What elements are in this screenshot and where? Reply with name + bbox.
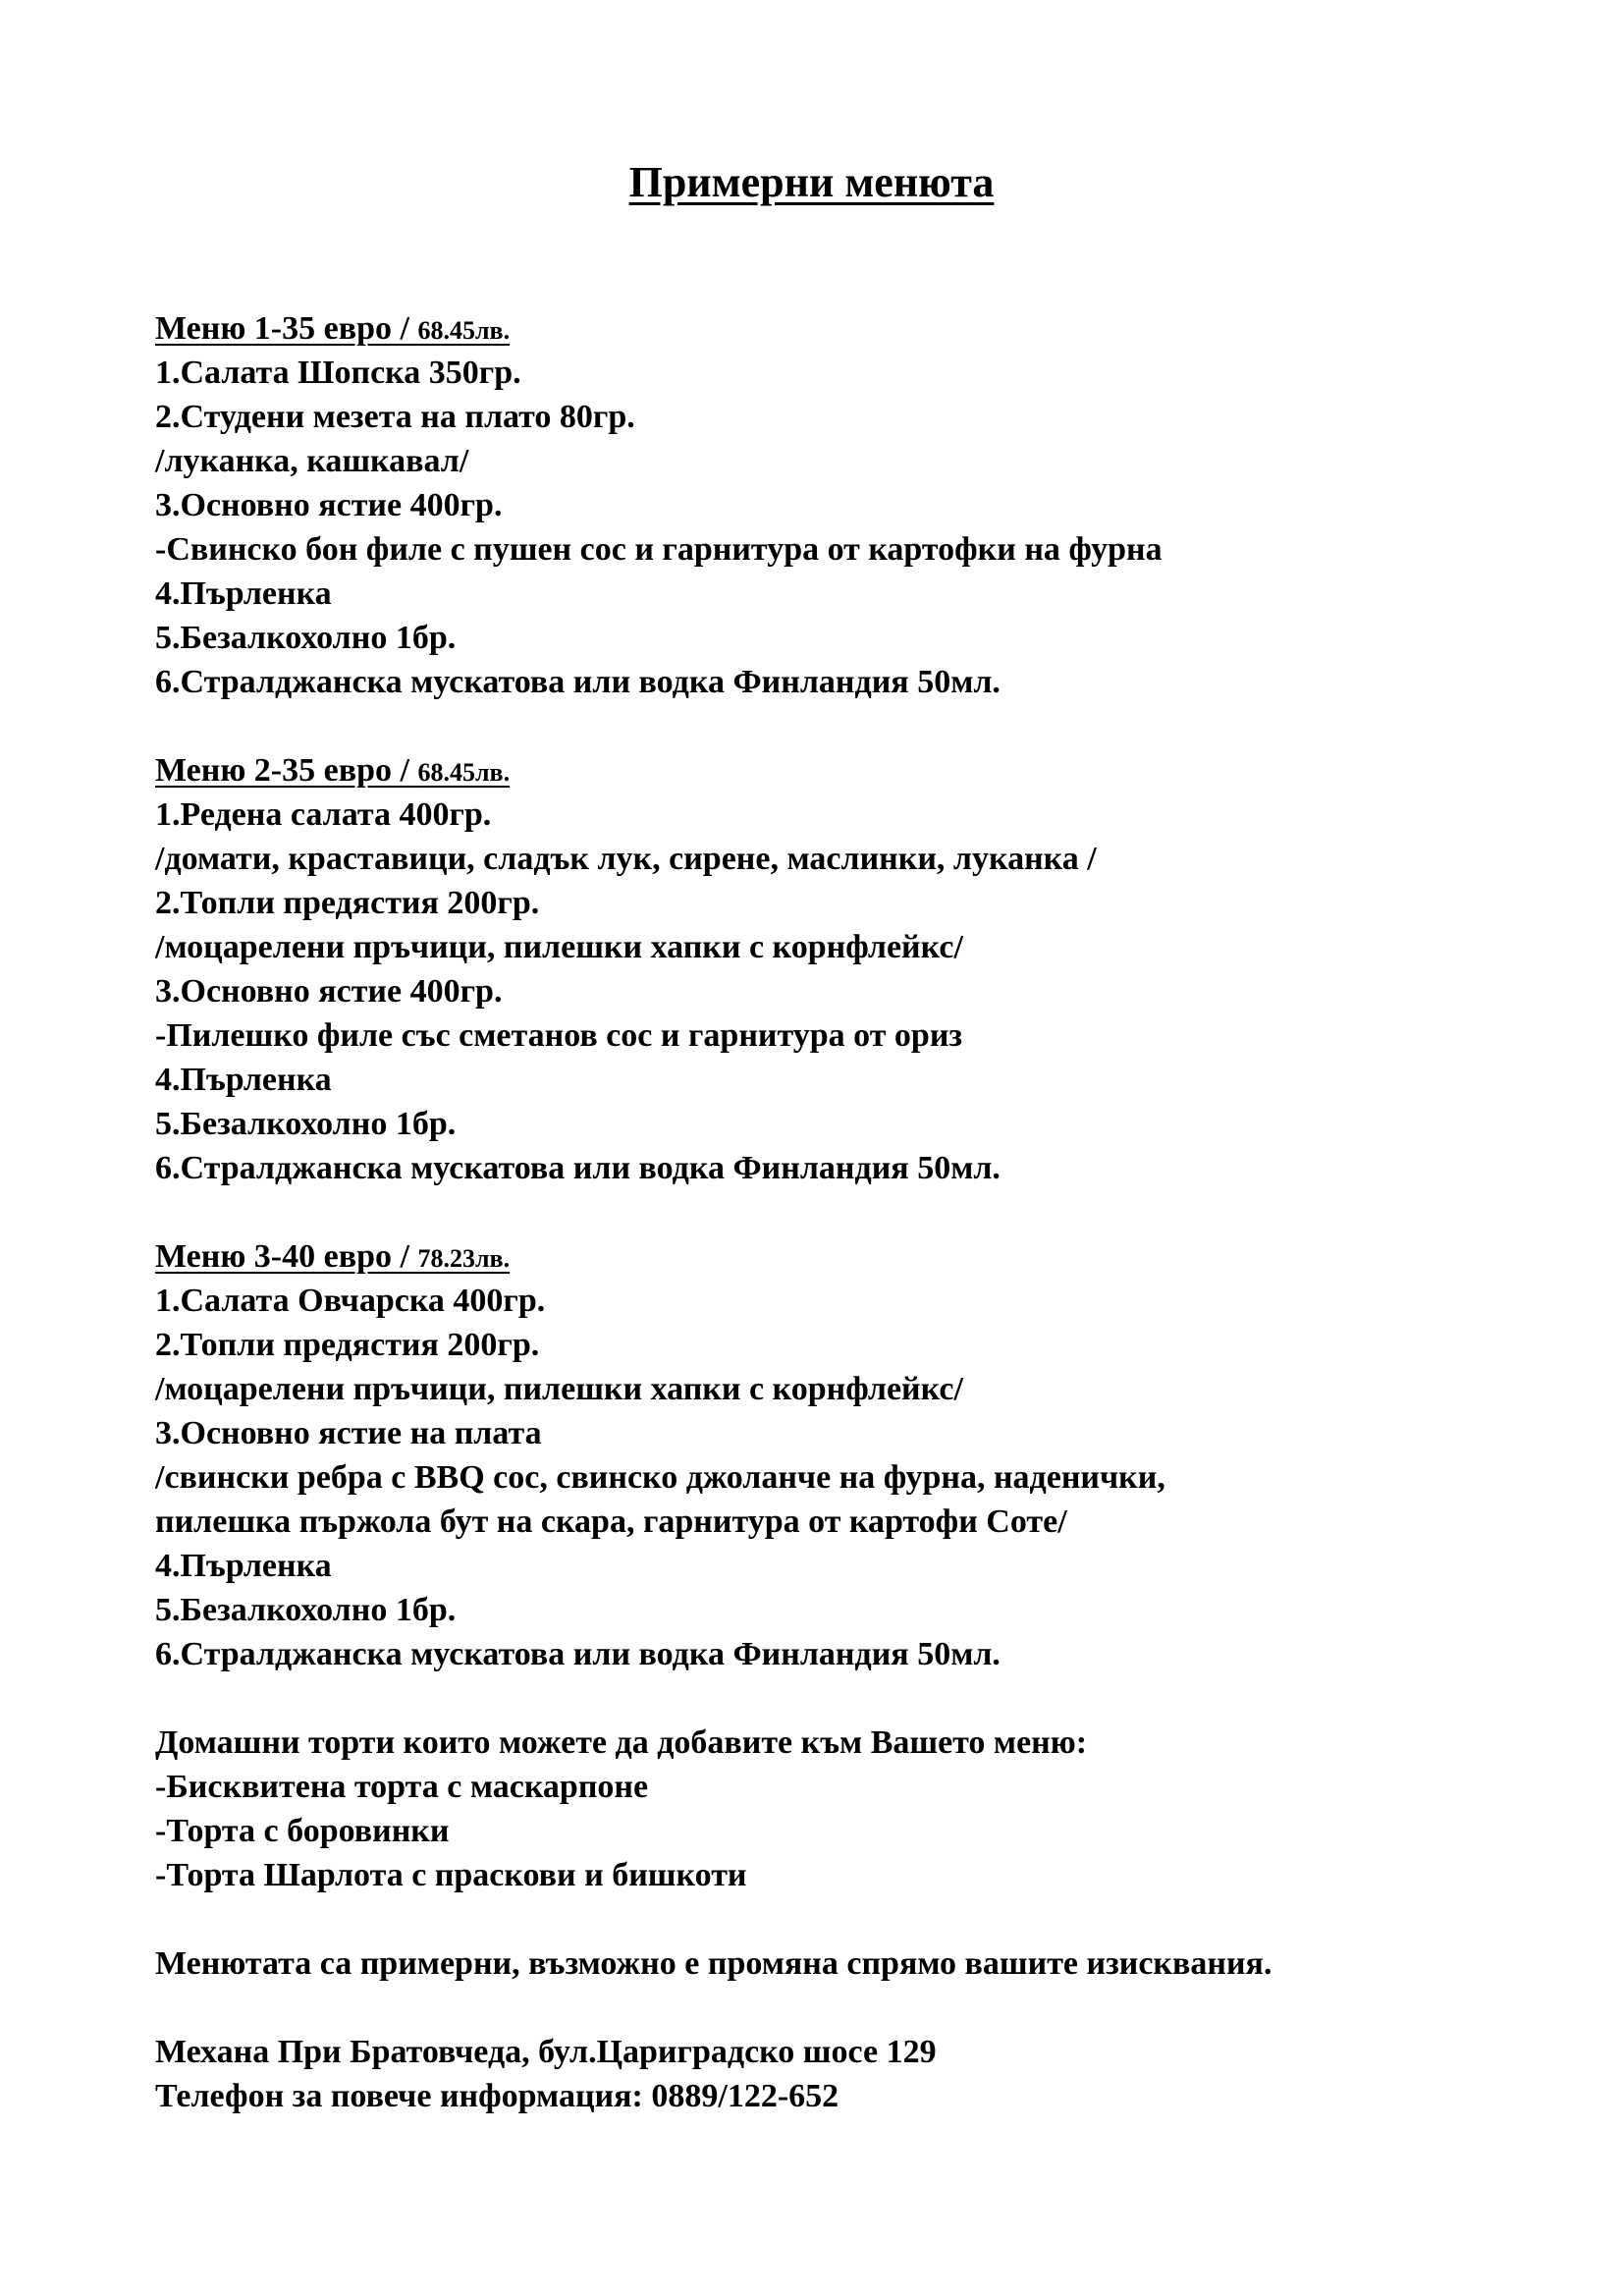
page-title: Примерни менюта — [628, 158, 995, 206]
cakes-block — [155, 1721, 1549, 1897]
menu-item: /луканка, кашкавал/ — [155, 443, 469, 479]
menu-item: 5.Безалкохолно 1бр. — [155, 1592, 457, 1628]
menu-item: /домати, краставици, сладък лук, сирене, маслинки, луканка / — [155, 841, 1097, 877]
menu-item: 1.Салата Овчарска 400гр. — [155, 1283, 546, 1319]
menu-block-2 — [155, 748, 1549, 1190]
menu-header-title: Меню 1-35 евро / — [155, 310, 418, 347]
menu-item: 2.Студени мезета на плато 80гр. — [155, 399, 635, 435]
menu-block-3 — [155, 1234, 1549, 1676]
cakes-heading: Домашни торти които можете да добавите към Вашето меню: — [155, 1724, 1088, 1761]
menu-item: -Пилешко филе със сметанов сос и гарнитура от ориз — [155, 1017, 963, 1054]
menu-item: 6.Стралджанска мускатова или водка Финландия 50мл. — [155, 1636, 1001, 1672]
menu-header — [155, 748, 1549, 793]
menu-item: 3.Основно ястие 400гр. — [155, 487, 503, 523]
menu-item: 2.Топли предястия 200гр. — [155, 885, 540, 921]
menu-item: /моцарелени пръчици, пилешки хапки с корнфлейкс/ — [155, 929, 963, 965]
menu-header-title: Меню 3-40 евро / — [155, 1238, 418, 1275]
menu-item: 6.Стралджанска мускатова или водка Финландия 50мл. — [155, 664, 1001, 700]
menu-header — [155, 306, 1549, 351]
menu-note: Менютата са примерни, възможно е промяна спрямо вашите изисквания. — [155, 1945, 1272, 1982]
menu-header — [155, 1234, 1549, 1279]
cake-item: -Торта Шарлота с праскови и бишкоти — [155, 1857, 747, 1893]
document-content — [155, 306, 1549, 2118]
menu-item: 2.Топли предястия 200гр. — [155, 1327, 540, 1363]
note-block — [155, 1941, 1549, 1986]
menu-item: 1.Салата Шопска 350гр. — [155, 355, 521, 391]
menu-header-price: 68.45лв. — [417, 758, 511, 787]
menu-header-price: 68.45лв. — [417, 316, 511, 345]
menu-item: 5.Безалкохолно 1бр. — [155, 1106, 457, 1142]
menu-block-1 — [155, 306, 1549, 704]
contact-address: Механа При Братовчеда, бул.Цариградско шосе 129 — [155, 2034, 937, 2070]
menu-header-title: Меню 2-35 евро / — [155, 752, 418, 789]
contact-block — [155, 2030, 1549, 2118]
menu-item: 4.Пърленка — [155, 575, 332, 612]
menu-header-price: 78.23лв. — [417, 1244, 511, 1273]
menu-item: /моцарелени пръчици, пилешки хапки с корнфлейкс/ — [155, 1371, 963, 1407]
menu-item: 6.Стралджанска мускатова или водка Финландия 50мл. — [155, 1150, 1001, 1186]
menu-item: 4.Пърленка — [155, 1062, 332, 1098]
menu-item: -Свинско бон филе с пушен сос и гарнитура от картофки на фурна — [155, 531, 1163, 568]
cake-item: -Торта с боровинки — [155, 1813, 450, 1849]
cake-item: -Бисквитена торта с маскарпоне — [155, 1769, 649, 1805]
menu-item: 5.Безалкохолно 1бр. — [155, 620, 457, 656]
contact-phone: Телефон за повече информация: 0889/122-652 — [155, 2078, 839, 2114]
menu-item: /свински ребра с BBQ сос, свинско джоланче на фурна, наденички, — [155, 1459, 1165, 1496]
menu-item: пилешка пържола бут на скара, гарнитура от картофи Соте/ — [155, 1503, 1067, 1540]
menu-item: 4.Пърленка — [155, 1548, 332, 1584]
menu-item: 1.Редена салата 400гр. — [155, 796, 492, 833]
menu-item: 3.Основно ястие на плата — [155, 1415, 542, 1451]
menu-item: 3.Основно ястие 400гр. — [155, 973, 503, 1010]
